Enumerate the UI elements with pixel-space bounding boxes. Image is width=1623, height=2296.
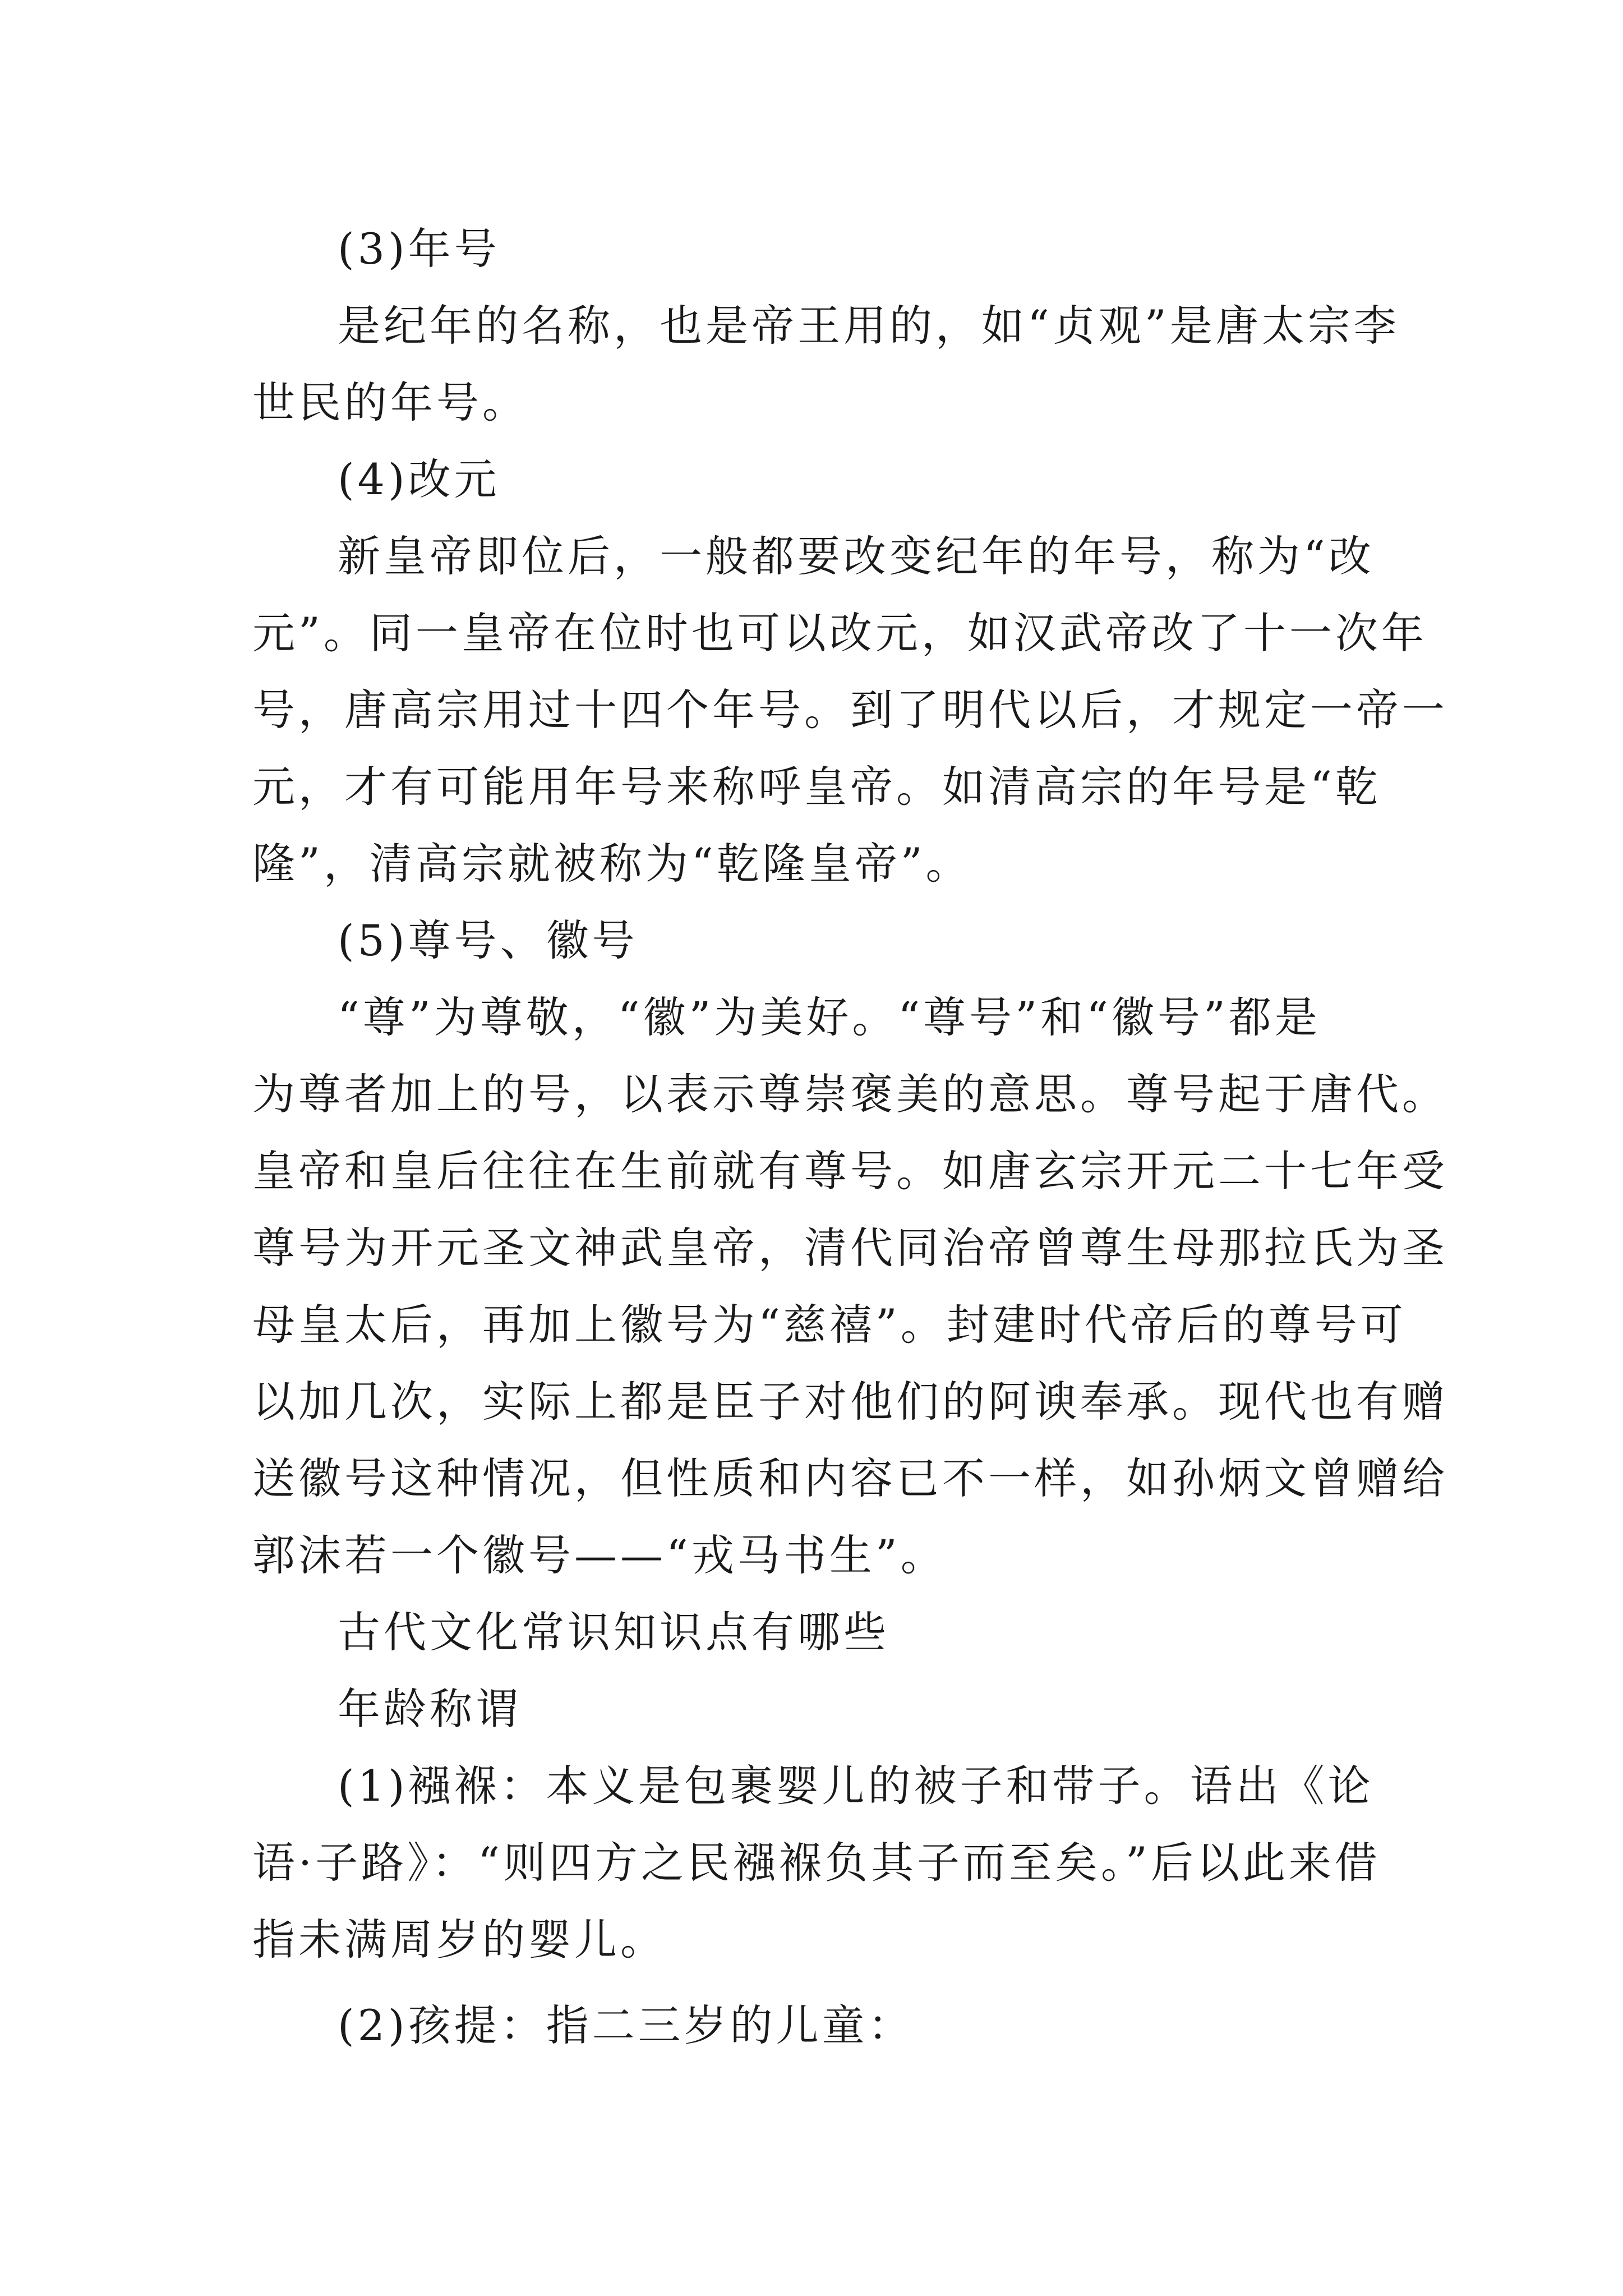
paragraph-line: “尊”为尊敬，“徽”为美好。“尊号”和“徽号”都是 [338, 992, 1321, 1042]
subsection-title: 年龄称谓 [338, 1684, 522, 1734]
paragraph-line: 隆”，清高宗就被称为“乾隆皇帝”。 [252, 839, 972, 889]
paragraph-line: 皇帝和皇后往往在生前就有尊号。如唐玄宗开元二十七年受 [252, 1146, 1448, 1196]
heading-zunhao-huihao: (5)尊号、徽号 [338, 915, 638, 965]
paragraph-line: 世民的年号。 [252, 378, 528, 427]
list-item-line: 指未满周岁的婴儿。 [252, 1915, 666, 1964]
paragraph-line: 元，才有可能用年号来称呼皇帝。如清高宗的年号是“乾 [252, 762, 1381, 812]
paragraph-line: 郭沫若一个徽号——“戎马书生”。 [252, 1530, 947, 1580]
paragraph-line: 新皇帝即位后，一般都要改变纪年的年号，称为“改 [338, 531, 1375, 581]
document-body [252, 210, 1448, 2064]
list-item-line: (2)孩提：指二三岁的儿童： [338, 2000, 914, 2050]
heading-nianhao: (3)年号 [338, 224, 500, 274]
list-item-line: (1)襁褓：本义是包裹婴儿的被子和带子。语出《论 [338, 1761, 1374, 1811]
section-title: 古代文化常识知识点有哪些 [338, 1607, 889, 1657]
heading-gaiyuan: (4)改元 [338, 454, 500, 504]
paragraph-line: 号，唐高宗用过十四个年号。到了明代以后，才规定一帝一 [252, 685, 1448, 735]
paragraph-line: 元”。同一皇帝在位时也可以改元，如汉武帝改了十一次年 [252, 608, 1427, 658]
list-item-line: 语·子路》：“则四方之民襁褓负其子而至矣。”后以此来借 [252, 1838, 1381, 1888]
paragraph-spacer [252, 1978, 1396, 1987]
paragraph-line: 是纪年的名称，也是帝王用的，如“贞观”是唐太宗李 [338, 301, 1400, 351]
paragraph-line: 以加几次，实际上都是臣子对他们的阿谀奉承。现代也有赠 [252, 1377, 1448, 1427]
paragraph-line: 尊号为开元圣文神武皇帝，清代同治帝曾尊生母那拉氏为圣 [252, 1223, 1448, 1273]
paragraph-line: 送徽号这种情况，但性质和内容已不一样，如孙炳文曾赠给 [252, 1453, 1448, 1503]
paragraph-line: 母皇太后，再加上徽号为“慈禧”。封建时代帝后的尊号可 [252, 1300, 1407, 1350]
paragraph-line: 为尊者加上的号，以表示尊崇褒美的意思。尊号起于唐代。 [252, 1069, 1448, 1119]
